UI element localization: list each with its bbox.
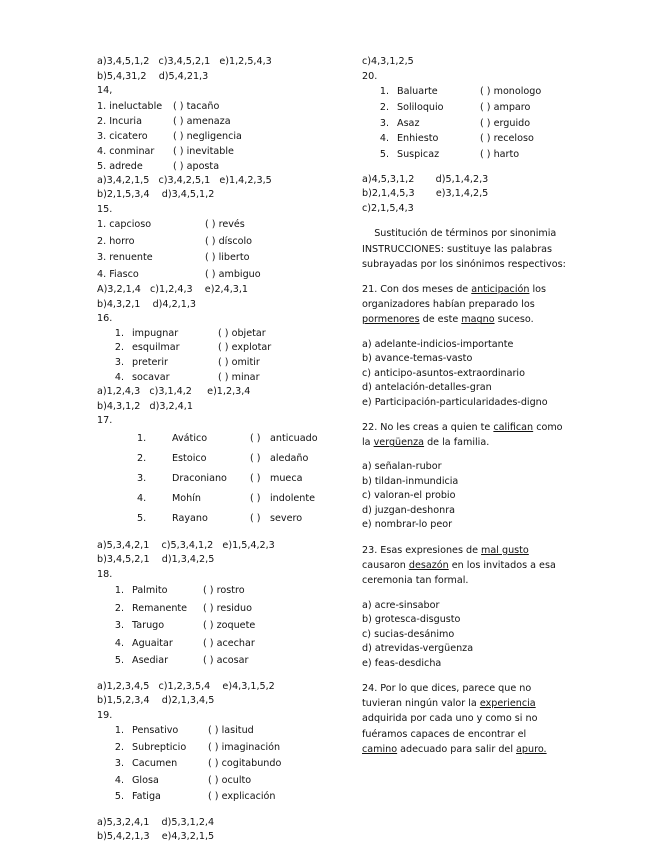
question-paragraph: [362, 226, 607, 272]
text-segment: ceremonia tan formal.: [362, 575, 469, 587]
answer-option-line: a)3,4,5,1,2 c)3,4,5,2,1 e)1,2,5,4,3: [97, 56, 272, 67]
matching-row: [97, 267, 347, 284]
matching-row: [97, 449, 347, 469]
answer-option-line: e) feas-desdicha: [362, 657, 442, 669]
spacer: [362, 272, 607, 282]
matching-row: [97, 114, 347, 129]
answer-option-line: b) grotesca-disgusto: [362, 614, 461, 626]
synonym-option: ambiguo: [218, 268, 261, 280]
term: 4. conminar: [97, 145, 155, 157]
answer-option-line: a) señalan-rubor: [362, 461, 442, 473]
answer-blank: ( ): [205, 268, 219, 280]
answer-blank: ( ): [208, 741, 222, 753]
spacer: [362, 533, 607, 543]
item-number: 4.: [114, 774, 124, 786]
item-number: 4.: [137, 492, 147, 504]
term: 1. ineluctable: [97, 100, 163, 112]
synonym-option: erguido: [493, 117, 531, 129]
synonym-option: rostro: [216, 585, 245, 597]
item-number: 2.: [114, 342, 124, 354]
synonym-option: receloso: [493, 133, 534, 145]
underlined-word: pormenores: [362, 314, 420, 326]
term: 2. horro: [97, 235, 135, 247]
term: Remanente: [132, 602, 188, 614]
spacer: [362, 410, 607, 420]
spacer: [362, 163, 607, 173]
answer-options: [97, 174, 347, 203]
answer-blank: ( ): [205, 235, 219, 247]
item-number: 4.: [114, 371, 124, 383]
synonym-option: acechar: [216, 637, 255, 649]
underlined-word: experiencia: [479, 698, 536, 710]
matching-list: [97, 99, 347, 174]
answer-option-line: c)4,3,1,2,5: [362, 56, 414, 67]
answer-option-line: b) tildan-inmundicia: [362, 475, 459, 487]
spacer: [362, 589, 607, 599]
matching-row: [362, 116, 607, 132]
term: Pensativo: [132, 725, 179, 737]
text-segment: causaron: [362, 560, 409, 572]
matching-row: [97, 371, 347, 386]
synonym-option: amparo: [493, 101, 531, 113]
term: esquilmar: [132, 342, 180, 354]
answer-option-line: b)5,4,31,2 d)5,4,21,3: [97, 70, 209, 82]
answer-option-line: b)2,1,4,5,3 e)3,1,4,2,5: [362, 188, 489, 200]
synonym-option: revés: [218, 219, 245, 230]
paragraph-line: [362, 543, 607, 558]
term: Enhiesto: [397, 133, 439, 145]
item-number: 4.: [114, 637, 124, 649]
text-segment: como: [533, 422, 563, 434]
answer-blank: ( ): [250, 512, 264, 524]
term: Estoico: [172, 452, 207, 464]
synonym-option: tacaño: [186, 100, 220, 112]
question-paragraph: [362, 420, 607, 450]
paragraph-line: [362, 696, 607, 711]
answer-blank: ( ): [218, 371, 232, 383]
spacer: [362, 450, 607, 460]
text-segment: fuéramos capaces de encontrar el: [362, 728, 527, 740]
underlined-word: califican: [493, 422, 534, 434]
matching-row: [97, 327, 347, 342]
answer-option-line: c)2,1,5,4,3: [362, 202, 414, 214]
synonym-option: negligencia: [186, 130, 242, 142]
question-number: 15.: [97, 203, 113, 215]
answer-options: [97, 539, 347, 568]
matching-row: [97, 234, 347, 251]
answer-option-line: b)1,5,2,3,4 d)2,1,3,4,5: [97, 695, 215, 707]
synonym-option: objetar: [231, 327, 266, 339]
paragraph-line: [362, 297, 607, 312]
answer-options: [362, 460, 607, 533]
answer-option-line: c) valoran-el probio: [362, 490, 456, 502]
term: 1. capcioso: [97, 219, 152, 230]
answer-options: [97, 385, 347, 414]
term: Aguaitar: [132, 637, 173, 649]
answer-option-line: b)2,1,5,3,4 d)3,4,5,1,2: [97, 189, 215, 200]
item-number: 5.: [137, 512, 147, 524]
matching-list: [97, 429, 347, 529]
paragraph-line: [362, 435, 607, 450]
answer-options: [362, 338, 607, 411]
answer-blank: ( ): [208, 774, 222, 786]
underlined-word: desazón: [408, 560, 449, 572]
term: preterir: [132, 356, 168, 368]
text-segment: INSTRUCCIONES: sustituye las palabras: [362, 243, 553, 255]
matching-row: [97, 144, 347, 159]
matching-row: [97, 429, 347, 449]
matching-list: [362, 84, 607, 163]
item-number: 1.: [114, 725, 124, 737]
answer-option-line: b)4,3,1,2 d)3,2,4,1: [97, 400, 193, 412]
matching-row: [97, 469, 347, 489]
answer-options: [97, 283, 347, 312]
matching-list: [97, 723, 347, 806]
underlined-word: anticipación: [471, 284, 530, 296]
paragraph-line: [362, 226, 607, 241]
term: 4. Fiasco: [97, 268, 139, 280]
answer-option-line: d) antelación-detalles-gran: [362, 382, 492, 394]
answer-option-line: c) sucias-desánimo: [362, 628, 455, 640]
matching-row: [97, 723, 347, 740]
matching-row: [97, 582, 347, 600]
synonym-option: imaginación: [221, 741, 281, 753]
text-segment: 22. No les creas a quien te: [362, 422, 494, 434]
matching-row: [97, 789, 347, 806]
question-number: 18.: [97, 568, 113, 580]
answer-blank: ( ): [250, 452, 264, 464]
answer-blank: ( ): [203, 637, 217, 649]
answer-blank: ( ): [480, 117, 494, 129]
term: Tarugo: [132, 620, 165, 632]
answer-option-line: a) acre-sinsabor: [362, 599, 440, 611]
answer-blank: ( ): [480, 86, 494, 97]
synonym-option: oculto: [221, 774, 252, 786]
matching-row: [97, 652, 347, 670]
synonym-option: anticuado: [270, 432, 318, 444]
matching-row: [97, 341, 347, 356]
item-number: 2.: [114, 602, 124, 614]
term: 2. Incuria: [97, 115, 142, 127]
matching-row: [97, 129, 347, 144]
answer-blank: ( ): [173, 115, 187, 127]
answer-blank: ( ): [203, 602, 217, 614]
item-number: 1.: [114, 327, 124, 339]
answer-blank: ( ): [218, 342, 232, 354]
answer-blank: ( ): [208, 725, 222, 737]
spacer: [362, 216, 607, 226]
term: Rayano: [172, 512, 208, 524]
synonym-option: zoquete: [216, 620, 256, 632]
term: Asediar: [132, 655, 169, 667]
underlined-word: mal gusto: [481, 544, 529, 556]
term: 5. adrede: [97, 160, 143, 172]
matching-list: [97, 327, 347, 386]
text-segment: 24. Por lo que dices, parece que no: [362, 683, 532, 695]
answer-blank: ( ): [208, 758, 222, 770]
text-segment: adecuado para salir del: [397, 743, 517, 755]
term: Asaz: [397, 117, 420, 129]
term: Avático: [172, 432, 208, 444]
synonym-option: aposta: [186, 160, 220, 172]
item-number: 5.: [379, 149, 389, 161]
term: socavar: [132, 371, 170, 383]
answer-options: [97, 816, 347, 845]
matching-row: [97, 99, 347, 114]
item-number: 5.: [114, 791, 124, 803]
term: Draconiano: [172, 472, 227, 484]
item-number: 1.: [379, 86, 389, 97]
synonym-option: residuo: [216, 602, 252, 614]
text-segment: subrayadas por los sinónimos respectivos:: [362, 258, 566, 270]
matching-row: [97, 617, 347, 635]
matching-row: [362, 100, 607, 116]
answer-blank: ( ): [218, 327, 232, 339]
underlined-word: magno: [461, 314, 495, 326]
matching-list: [97, 217, 347, 283]
term: Glosa: [132, 774, 159, 786]
term: 3. renuente: [97, 252, 153, 263]
paragraph-line: [362, 742, 607, 757]
item-number: 1.: [114, 585, 124, 597]
paragraph-line: [362, 573, 607, 588]
answer-blank: ( ): [173, 145, 187, 157]
text-segment: en los invitados a esa: [448, 560, 556, 572]
answer-option-line: d) atrevidas-vergüenza: [362, 643, 474, 655]
answer-option-line: b) avance-temas-vasto: [362, 353, 473, 365]
synonym-option: explotar: [231, 342, 272, 354]
text-segment: de la familia.: [424, 437, 490, 449]
item-number: 2.: [379, 101, 389, 113]
paragraph-line: [362, 420, 607, 435]
question-number: 17.: [97, 415, 113, 427]
paragraph-line: [362, 711, 607, 726]
paragraph-line: [362, 282, 607, 297]
spacer: [97, 529, 347, 539]
spacer: [97, 670, 347, 680]
matching-row: [97, 250, 347, 267]
answer-blank: ( ): [250, 472, 264, 484]
text-segment: la: [362, 437, 374, 449]
term: Mohín: [172, 492, 201, 504]
answer-blank: ( ): [205, 219, 219, 230]
text-segment: 21. Con dos meses de: [362, 284, 472, 296]
synonym-option: lasitud: [221, 725, 254, 737]
matching-row: [362, 131, 607, 147]
item-number: 2.: [137, 452, 147, 464]
answer-option-line: b)5,4,2,1,3 e)4,3,2,1,5: [97, 831, 215, 843]
text-segment: organizadores habían preparado los: [362, 299, 535, 311]
question-paragraph: [362, 543, 607, 589]
text-segment: Sustitución de términos por sinonimia: [362, 228, 557, 240]
paragraph-line: [362, 312, 607, 327]
term: Subrepticio: [132, 741, 187, 753]
answer-options: [97, 55, 347, 84]
answer-options: [362, 173, 607, 217]
answer-blank: ( ): [250, 432, 264, 444]
answer-option-line: e) nombrar-lo peor: [362, 519, 453, 531]
answer-options: [362, 599, 607, 672]
matching-row: [97, 217, 347, 234]
answer-options: [362, 55, 607, 70]
item-number: 3.: [379, 117, 389, 129]
term: Suspicaz: [397, 149, 440, 161]
matching-row: [97, 509, 347, 529]
answer-option-line: a)5,3,4,2,1 c)5,3,4,1,2 e)1,5,4,2,3: [97, 539, 275, 551]
paragraph-line: [362, 727, 607, 742]
matching-row: [97, 600, 347, 618]
item-number: 2.: [114, 741, 124, 753]
text-segment: 23. Esas expresiones de: [362, 544, 482, 556]
item-number: 3.: [137, 472, 147, 484]
answer-option-line: b)3,4,5,2,1 d)1,3,4,2,5: [97, 554, 215, 566]
matching-row: [362, 147, 607, 163]
question-number: 20.: [362, 70, 378, 82]
answer-blank: ( ): [480, 133, 494, 145]
answer-blank: ( ): [218, 356, 232, 368]
answer-option-line: b)4,3,2,1 d)4,2,1,3: [97, 298, 196, 310]
matching-row: [97, 756, 347, 773]
term: Cacumen: [132, 758, 178, 770]
question-paragraph: [362, 282, 607, 328]
item-number: 3.: [114, 356, 124, 368]
answer-option-line: a)4,5,3,1,2 d)5,1,4,2,3: [362, 173, 489, 185]
term: Baluarte: [397, 86, 438, 97]
synonym-option: omitir: [231, 356, 260, 368]
text-segment: tuvieran ningún valor la: [362, 698, 480, 710]
paragraph-line: [362, 558, 607, 573]
answer-blank: ( ): [173, 100, 187, 112]
matching-row: [97, 773, 347, 790]
underlined-word: apuro.: [516, 743, 547, 755]
left-column: [97, 55, 347, 845]
synonym-option: inevitable: [186, 145, 234, 157]
paragraph-line: [362, 242, 607, 257]
paragraph-line: [362, 257, 607, 272]
paragraph-line: [362, 681, 607, 696]
synonym-option: amenaza: [186, 115, 231, 127]
right-column: [362, 55, 607, 757]
matching-row: [97, 489, 347, 509]
answer-option-line: A)3,2,1,4 c)1,2,4,3 e)2,4,3,1: [97, 284, 249, 295]
synonym-option: liberto: [218, 252, 250, 263]
text-segment: los: [529, 284, 547, 296]
answer-blank: ( ): [205, 252, 219, 263]
question-number: 16.: [97, 313, 113, 324]
term: 3. cicatero: [97, 130, 148, 142]
text-segment: suceso.: [494, 314, 534, 326]
question-number: 14,: [97, 85, 113, 96]
matching-row: [97, 159, 347, 174]
question-paragraph: [362, 681, 607, 757]
matching-row: [97, 356, 347, 371]
matching-row: [97, 635, 347, 653]
spacer: [362, 328, 607, 338]
item-number: 4.: [379, 133, 389, 145]
synonym-option: acosar: [216, 655, 249, 667]
underlined-word: camino: [362, 743, 398, 755]
answer-option-line: a)1,2,4,3 c)3,1,4,2 e)1,2,3,4: [97, 386, 251, 398]
synonym-option: díscolo: [218, 235, 253, 247]
synonym-option: aledaño: [270, 452, 309, 464]
synonym-option: mueca: [270, 472, 303, 484]
underlined-word: vergüenza: [373, 437, 425, 449]
answer-blank: ( ): [203, 655, 217, 667]
item-number: 1.: [137, 432, 147, 444]
item-number: 3.: [114, 620, 124, 632]
answer-blank: ( ): [208, 791, 222, 803]
term: Fatiga: [132, 791, 161, 803]
synonym-option: harto: [493, 149, 520, 161]
answer-blank: ( ): [250, 492, 264, 504]
matching-row: [97, 740, 347, 757]
synonym-option: explicación: [221, 791, 276, 803]
item-number: 3.: [114, 758, 124, 770]
answer-option-line: e) Participación-particularidades-digno: [362, 396, 548, 408]
answer-blank: ( ): [480, 101, 494, 113]
matching-list: [97, 582, 347, 670]
term: Palmito: [132, 585, 168, 597]
answer-blank: ( ): [173, 130, 187, 142]
answer-option-line: c) anticipo-asuntos-extraordinario: [362, 367, 525, 379]
question-number: 19.: [97, 709, 113, 721]
answer-blank: ( ): [203, 585, 217, 597]
text-segment: adquirida por cada uno y como si no: [362, 713, 538, 725]
item-number: 5.: [114, 655, 124, 667]
synonym-option: cogitabundo: [221, 758, 282, 770]
term: Soliloquio: [397, 101, 444, 113]
answer-option-line: a)5,3,2,4,1 d)5,3,1,2,4: [97, 816, 215, 828]
synonym-option: monologo: [493, 86, 542, 97]
term: impugnar: [132, 327, 179, 339]
text-segment: de este: [419, 314, 462, 326]
answer-options: [97, 680, 347, 709]
synonym-option: minar: [231, 371, 260, 383]
answer-option-line: a)1,2,3,4,5 c)1,2,3,5,4 e)4,3,1,5,2: [97, 680, 275, 692]
matching-row: [362, 84, 607, 100]
synonym-option: severo: [270, 512, 303, 524]
spacer: [97, 806, 347, 816]
spacer: [362, 671, 607, 681]
synonym-option: indolente: [270, 492, 316, 504]
answer-option-line: a)3,4,2,1,5 c)3,4,2,5,1 e)1,4,2,3,5: [97, 174, 272, 186]
answer-blank: ( ): [480, 149, 494, 161]
answer-blank: ( ): [173, 160, 187, 172]
answer-option-line: d) juzgan-deshonra: [362, 504, 456, 516]
answer-option-line: a) adelante-indicios-importante: [362, 338, 514, 350]
answer-blank: ( ): [203, 620, 217, 632]
